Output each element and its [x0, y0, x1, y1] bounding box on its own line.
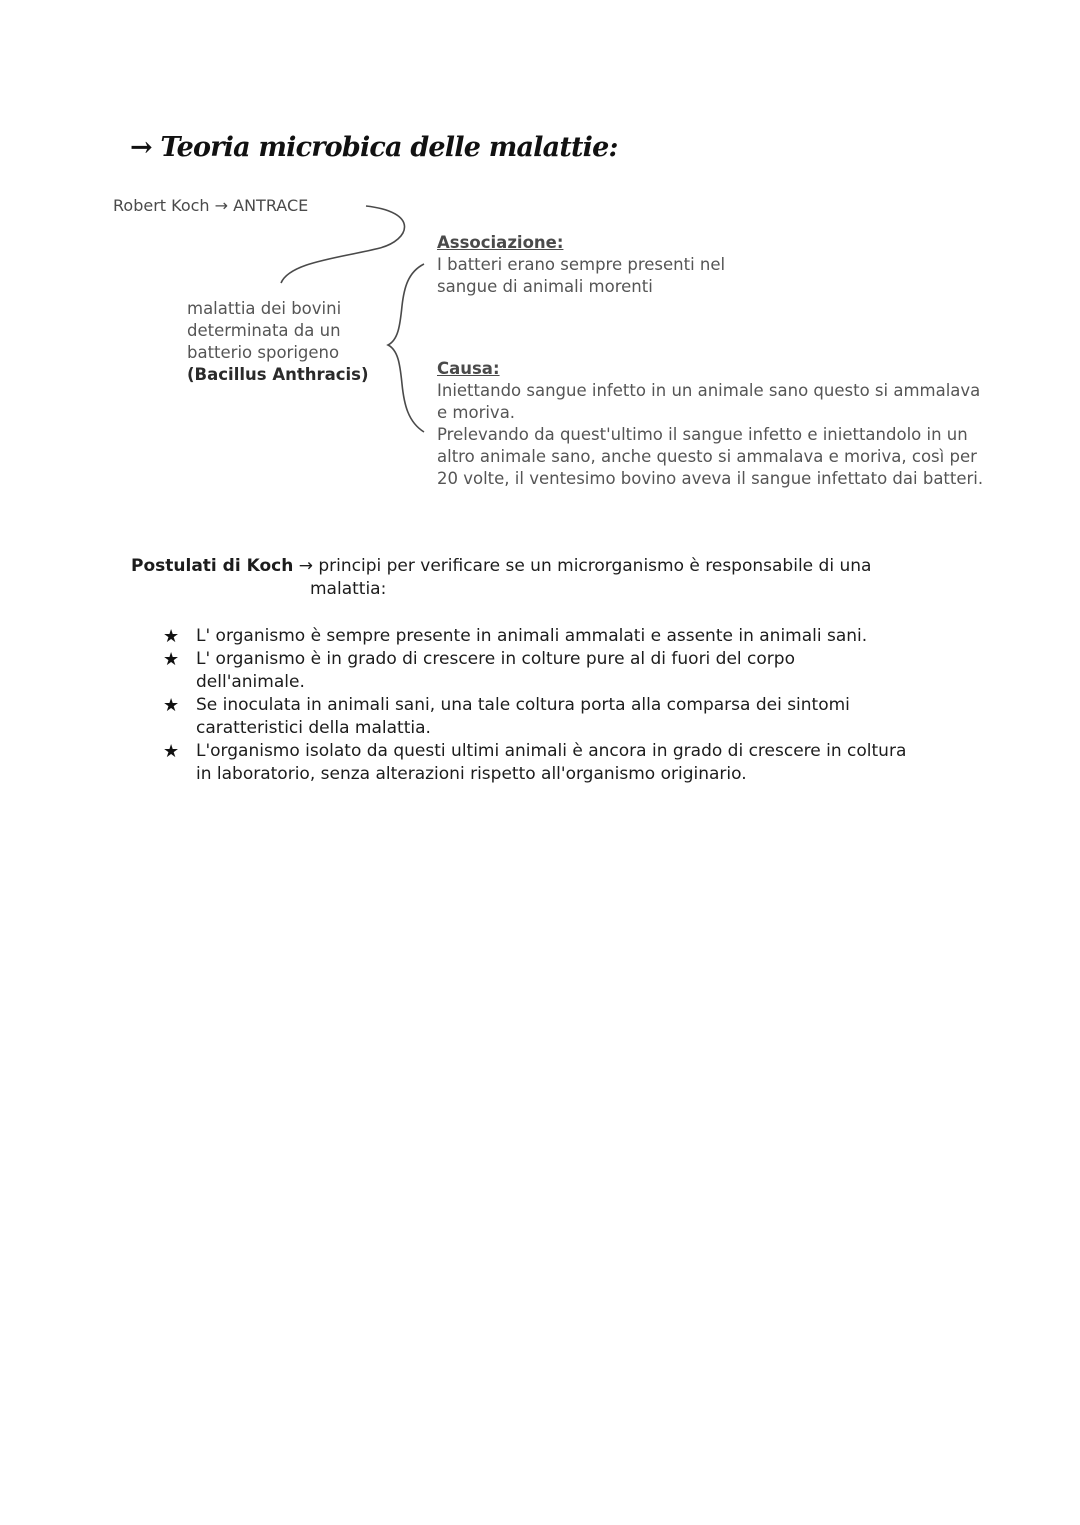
list-item: ★ L'organismo isolato da questi ultimi animali è ancora in grado di crescere in coltura in laboratorio, senza alterazioni rispetto all'organismo originario.	[163, 741, 907, 784]
associazione-block	[437, 232, 725, 298]
disease-line: batterio sporigeno	[187, 343, 340, 362]
disease-line: (Bacillus Anthracis)	[187, 365, 369, 384]
list-item: ★ L' organismo è sempre presente in animali ammalati e assente in animali sani.	[163, 626, 868, 647]
causa-line: e moriva.	[437, 403, 516, 422]
associazione-heading: Associazione:	[437, 233, 564, 252]
disease-line: determinata da un	[187, 321, 341, 340]
postulati-line: malattia:	[310, 579, 387, 599]
list-item: ★ L' organismo è in grado di crescere in colture pure al di fuori del corpo dell'animale.	[163, 649, 795, 692]
koch-antrace-label: Robert Koch → ANTRACE	[113, 196, 309, 215]
bacillus-name: Bacillus Anthracis	[194, 365, 361, 384]
associazione-line: sangue di animali morenti	[437, 277, 653, 296]
postulati-line: Postulati di Koch → principi per verificare se un microrganismo è responsabile di una	[131, 556, 872, 576]
koch-connector-curve	[281, 206, 405, 283]
causa-line: Iniettando sangue infetto in un animale sano questo si ammalava	[437, 381, 981, 400]
left-brace	[388, 264, 424, 432]
star-icon: ★	[163, 741, 180, 762]
postulati-list	[163, 625, 963, 786]
star-icon: ★	[163, 626, 180, 647]
causa-line: Prelevando da quest'ultimo il sangue infetto e iniettandolo in un	[437, 425, 968, 444]
star-icon: ★	[163, 649, 180, 670]
postulati-lead: Postulati di Koch	[131, 556, 294, 576]
list-item: ★ Se inoculata in animali sani, una tale coltura porta alla comparsa dei sintomi caratteristici della malattia.	[163, 695, 850, 738]
associazione-line: I batteri erano sempre presenti nel	[437, 255, 726, 274]
causa-line: altro animale sano, anche questo si ammalava e moriva, così per	[437, 447, 977, 466]
causa-heading: Causa:	[437, 359, 500, 378]
postulati-intro	[131, 555, 871, 601]
causa-line: 20 volte, il ventesimo bovino aveva il sangue infettato dai batteri.	[437, 469, 984, 488]
disease-line: malattia dei bovini	[187, 299, 342, 318]
star-icon: ★	[163, 695, 180, 716]
page-title: → Teoria microbica delle malattie:	[130, 132, 618, 163]
disease-description	[187, 298, 369, 386]
causa-block	[437, 358, 983, 490]
